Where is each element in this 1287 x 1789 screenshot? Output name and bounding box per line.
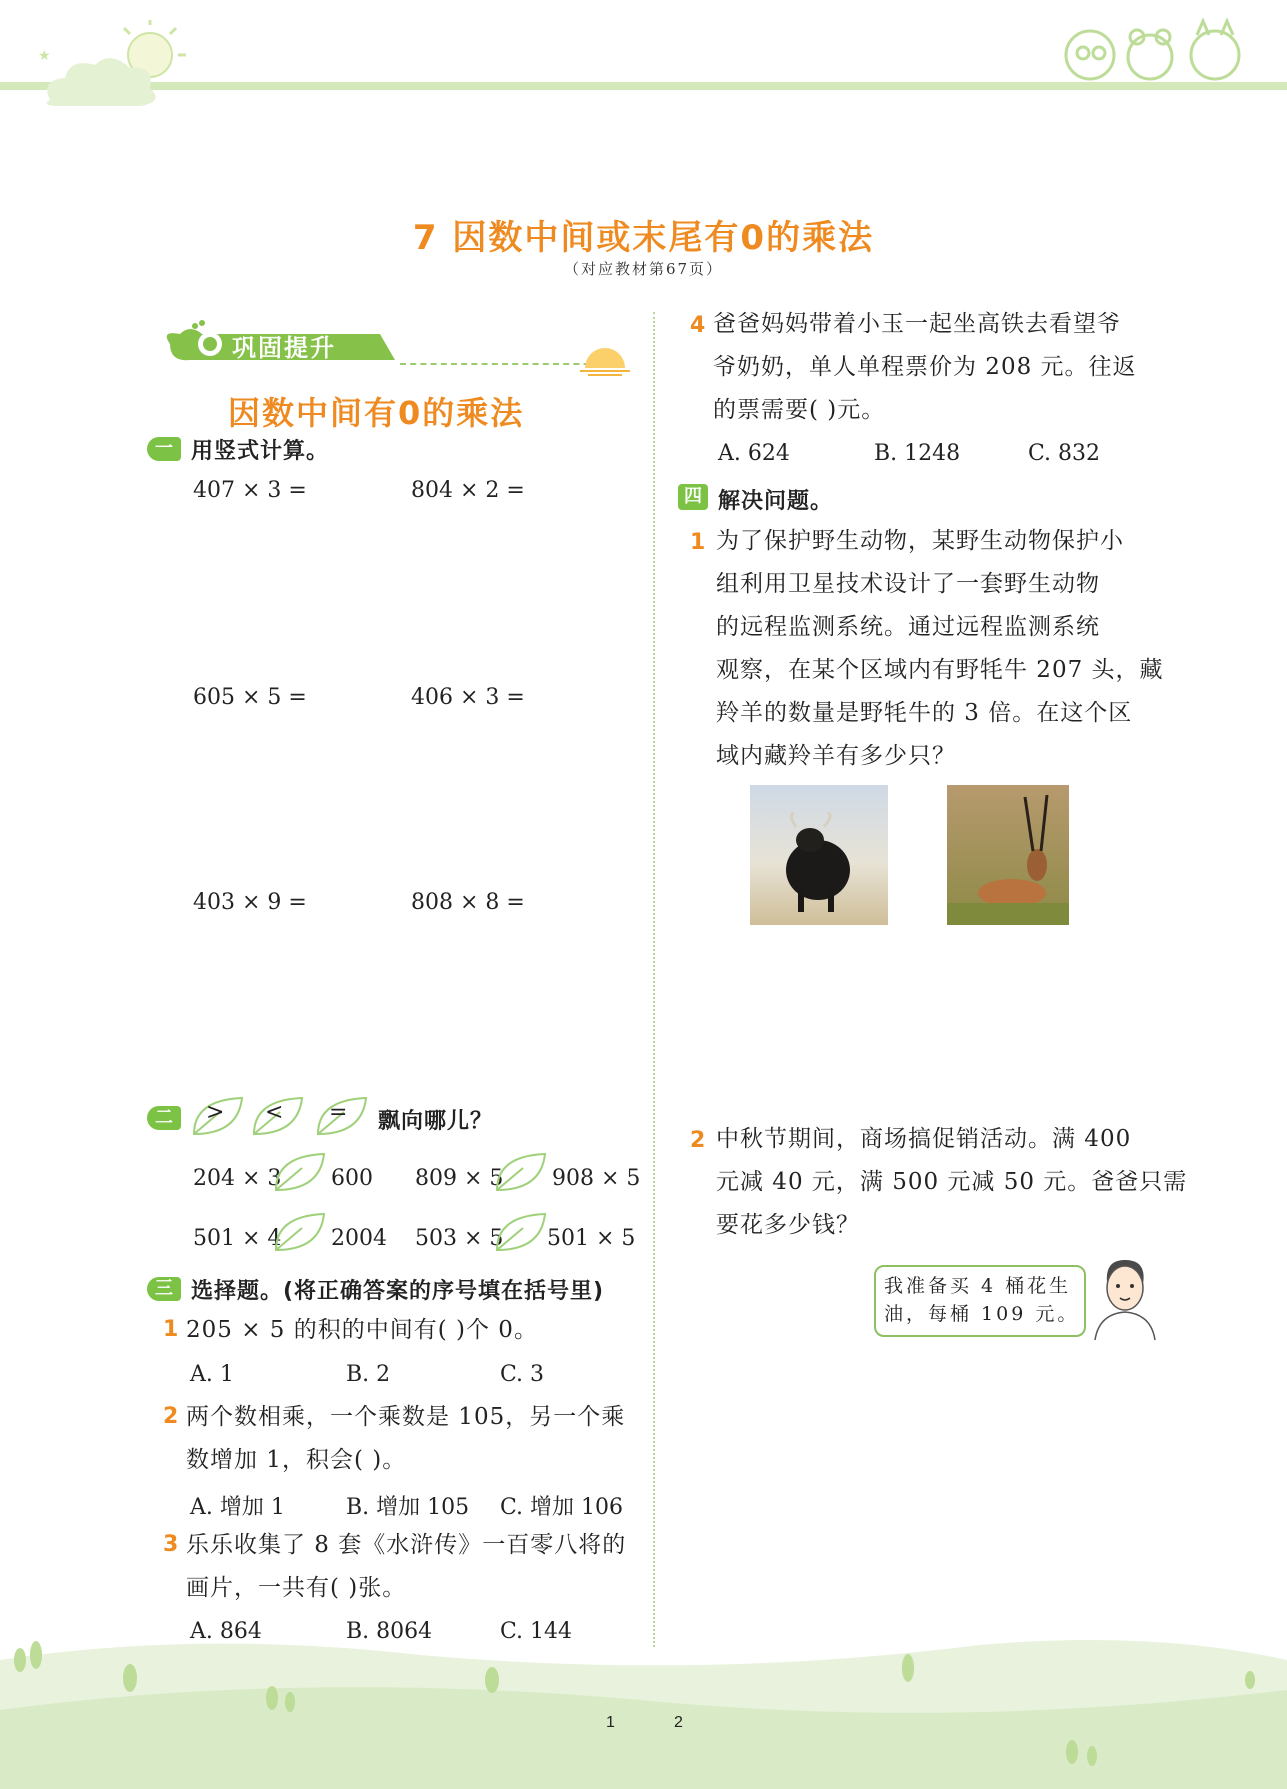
- question-text: 画片，一共有( )张。: [186, 1575, 407, 1601]
- yak-image: [750, 785, 888, 925]
- compare-left: 204 × 3: [193, 1166, 282, 1191]
- question-text: 爸爸妈妈带着小玉一起坐高铁去看望爷: [713, 311, 1121, 337]
- leaf-blank[interactable]: [272, 1210, 328, 1256]
- question-number: 4: [690, 313, 706, 338]
- problem-text: 要花多少钱？: [716, 1212, 860, 1238]
- page-number-right: 2: [674, 1714, 683, 1731]
- option-a[interactable]: A. 864: [190, 1619, 262, 1644]
- page-number-left: 1: [606, 1714, 615, 1731]
- calc-item: 403 × 9 =: [193, 890, 307, 915]
- column-divider: [653, 312, 655, 1647]
- problem-text: 羚羊的数量是野牦牛的 3 倍。在这个区: [716, 700, 1133, 726]
- option-b[interactable]: B. 1248: [874, 441, 961, 466]
- banner-dashline: [400, 363, 610, 365]
- option-c[interactable]: C. 832: [1028, 441, 1101, 466]
- sunset-icon: [580, 338, 630, 378]
- symbol-less: <: [265, 1100, 284, 1125]
- problem-text: 为了保护野生动物，某野生动物保护小: [716, 528, 1124, 554]
- animals-decoration: [1055, 15, 1255, 85]
- calc-item: 407 × 3 =: [193, 478, 307, 503]
- question-text: 爷奶奶，单人单程票价为 208 元。往返: [713, 354, 1137, 380]
- compare-left: 809 × 5: [415, 1166, 504, 1191]
- compare-right: 600: [331, 1166, 373, 1191]
- calc-item: 605 × 5 =: [193, 685, 307, 710]
- compare-right: 908 × 5: [552, 1166, 641, 1191]
- option-a[interactable]: A. 增加 1: [190, 1495, 285, 1520]
- question-number: 3: [163, 1532, 179, 1557]
- question-text: 205 × 5 的积的中间有( )个 0。: [186, 1317, 538, 1343]
- leaf-blank[interactable]: [493, 1210, 549, 1256]
- svg-text:★: ★: [38, 48, 51, 64]
- section-title-2: 飘向哪儿？: [378, 1109, 494, 1134]
- leaf-blank[interactable]: [272, 1150, 328, 1196]
- problem-number: 2: [690, 1128, 706, 1153]
- question-text: 的票需要( )元。: [713, 397, 886, 423]
- compare-left: 501 × 4: [193, 1226, 282, 1251]
- cloud-sun-decoration: [30, 20, 200, 110]
- sub-heading: 因数中间有0的乘法: [228, 394, 525, 432]
- antelope-image: [947, 785, 1069, 925]
- problem-text: 域内藏羚羊有多少只？: [716, 743, 956, 769]
- compare-right: 501 × 5: [547, 1226, 636, 1251]
- question-text: 两个数相乘，一个乘数是 105，另一个乘: [186, 1404, 626, 1430]
- problem-text: 元减 40 元，满 500 元减 50 元。爸爸只需: [716, 1169, 1188, 1195]
- section-badge-3: 三: [147, 1277, 181, 1301]
- compare-right: 2004: [331, 1226, 387, 1251]
- banner-label: 巩固提升: [232, 334, 336, 362]
- page-title: 7 因数中间或末尾有0的乘法: [412, 218, 875, 258]
- symbol-greater: >: [206, 1100, 225, 1125]
- option-c[interactable]: C. 144: [500, 1619, 573, 1644]
- calc-item: 804 × 2 =: [411, 478, 525, 503]
- option-c[interactable]: C. 3: [500, 1362, 545, 1387]
- section-title-1: 用竖式计算。: [191, 439, 330, 464]
- calc-item: 808 × 8 =: [411, 890, 525, 915]
- section-badge-4: 四: [678, 484, 708, 510]
- symbol-equal: =: [329, 1100, 348, 1125]
- page-subtitle: （对应教材第67页）: [563, 260, 724, 278]
- option-b[interactable]: B. 2: [346, 1362, 391, 1387]
- problem-number: 1: [690, 530, 706, 555]
- question-text: 乐乐收集了 8 套《水浒传》一百零八将的: [186, 1532, 627, 1558]
- problem-text: 的远程监测系统。通过远程监测系统: [716, 614, 1100, 640]
- section-badge-1: 一: [147, 437, 181, 461]
- question-number: 2: [163, 1404, 179, 1429]
- option-a[interactable]: A. 624: [718, 441, 790, 466]
- problem-text: 观察，在某个区域内有野牦牛 207 头，藏: [716, 657, 1164, 683]
- footer-landscape: [0, 1620, 1287, 1789]
- problem-text: 中秋节期间，商场搞促销活动。满 400: [716, 1126, 1132, 1152]
- section-title-4: 解决问题。: [718, 489, 834, 514]
- question-number: 1: [163, 1317, 179, 1342]
- dad-avatar: [1085, 1252, 1165, 1342]
- option-b[interactable]: B. 8064: [346, 1619, 433, 1644]
- calc-item: 406 × 3 =: [411, 685, 525, 710]
- question-text: 数增加 1，积会( )。: [186, 1447, 407, 1473]
- section-title-3: 选择题。(将正确答案的序号填在括号里): [191, 1279, 605, 1304]
- leaf-blank[interactable]: [493, 1150, 549, 1196]
- option-a[interactable]: A. 1: [190, 1362, 234, 1387]
- section-badge-2: 二: [147, 1106, 181, 1130]
- problem-text: 组利用卫星技术设计了一套野生动物: [716, 571, 1100, 597]
- speech-bubble-text: 我准备买 4 桶花生油，每桶 109 元。: [884, 1275, 1080, 1325]
- compare-left: 503 × 5: [415, 1226, 504, 1251]
- option-c[interactable]: C. 增加 106: [500, 1495, 624, 1520]
- option-b[interactable]: B. 增加 105: [346, 1495, 470, 1520]
